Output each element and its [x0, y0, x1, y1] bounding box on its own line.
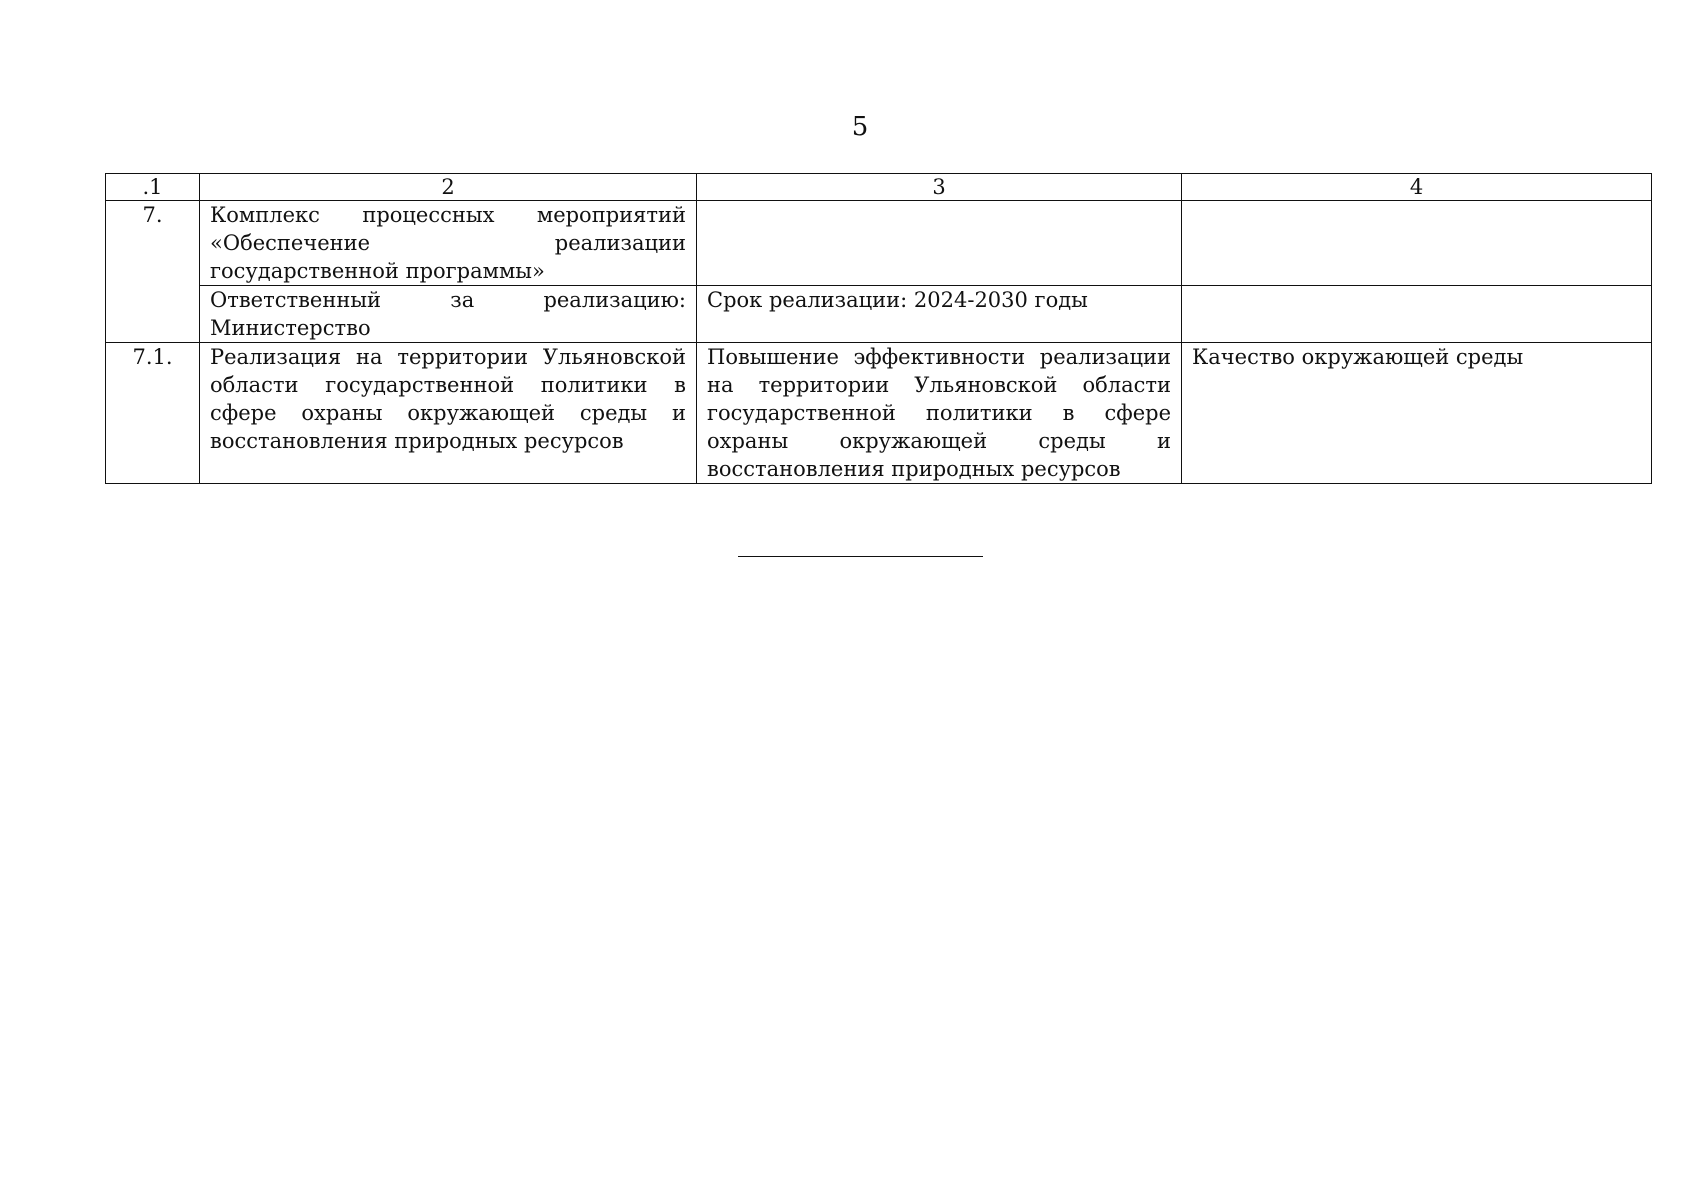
table-header-row	[106, 174, 1652, 201]
item-number: 7.1.	[106, 343, 200, 484]
program-table	[105, 173, 1652, 484]
header-cell-1: .1	[106, 174, 200, 201]
table-row-item	[106, 343, 1652, 484]
header-cell-2: 2	[200, 174, 697, 201]
section-title: Комплекс процессных мероприятий «Обеспечение реализации государственной программы»	[200, 201, 697, 286]
header-cell-3: 3	[697, 174, 1182, 201]
empty-cell	[1182, 286, 1652, 343]
section-number: 7.	[106, 201, 200, 343]
section-term: Срок реализации: 2024-2030 годы	[697, 286, 1182, 343]
page-number: 5	[851, 112, 869, 142]
table-row-responsible	[106, 286, 1652, 343]
empty-cell	[697, 201, 1182, 286]
end-divider-line	[738, 556, 983, 557]
item-result: Повышение эффективности реализации на территории Ульяновской области государственной политики в сфере охраны окружающей среды и восстановления природных ресурсов	[697, 343, 1182, 484]
header-cell-4: 4	[1182, 174, 1652, 201]
table-row-section-title	[106, 201, 1652, 286]
item-indicator: Качество окружающей среды	[1182, 343, 1652, 484]
empty-cell	[1182, 201, 1652, 286]
item-task: Реализация на территории Ульяновской области государственной политики в сфере охраны окружающей среды и восстановления природных ресурсов	[200, 343, 697, 484]
section-responsible: Ответственный за реализацию: Министерство	[200, 286, 697, 343]
